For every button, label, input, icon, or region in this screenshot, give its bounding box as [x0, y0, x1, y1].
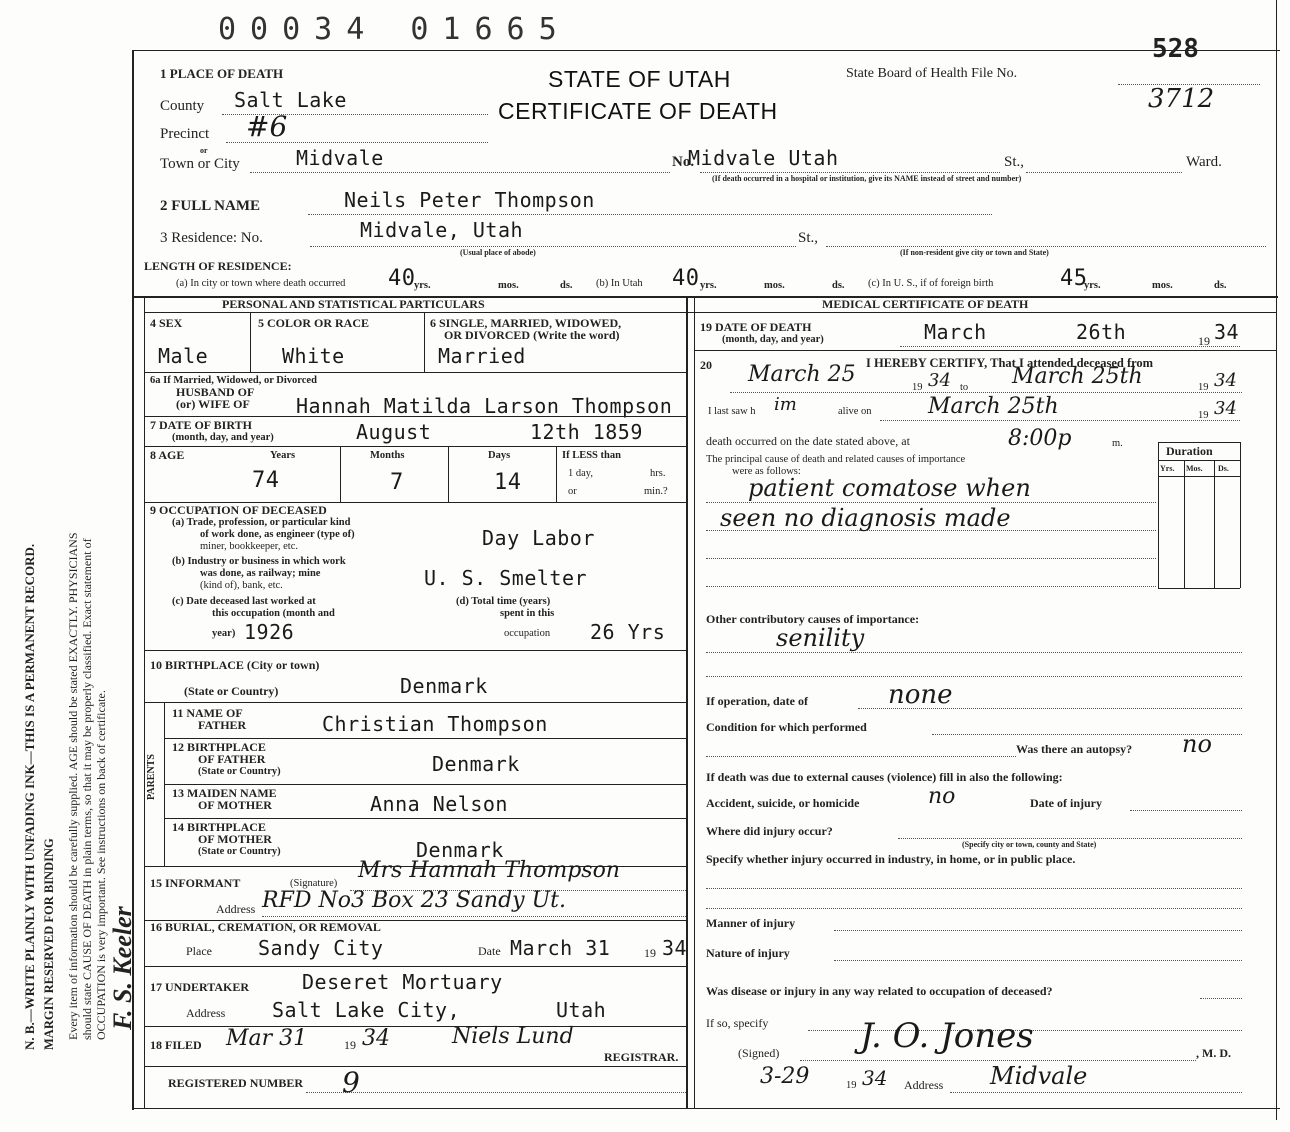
- mother-bp-label-3: (State or Country): [198, 846, 281, 857]
- sex-value: Male: [158, 344, 209, 368]
- disease-related-label: Was disease or injury in any way related to occupation of deceased?: [706, 984, 1053, 998]
- one-day-label: 1 day,: [568, 468, 593, 479]
- mother-bp-label-2: OF MOTHER: [198, 832, 272, 846]
- precinct-label: Precinct: [160, 126, 210, 142]
- res-utah-label: (b) In Utah: [596, 278, 643, 289]
- filed-year-prefix: 19: [344, 1038, 356, 1052]
- res-us-years: 45: [1060, 266, 1088, 291]
- physician-address-label: Address: [904, 1078, 944, 1092]
- dob-label-1: 7 DATE OF BIRTH: [150, 418, 252, 432]
- informant-address-label: Address: [216, 902, 256, 916]
- age-label: 8 AGE: [150, 448, 185, 462]
- md-label: , M. D.: [1196, 1046, 1231, 1060]
- spouse-label-3: (or) WIFE OF: [176, 397, 250, 411]
- spouse-label-2: HUSBAND OF: [176, 385, 255, 399]
- occ-d-3: occupation: [504, 628, 551, 639]
- last-saw-year: 34: [1214, 398, 1237, 419]
- res-utah-years: 40: [672, 266, 700, 291]
- signed-date: 3-29: [760, 1064, 810, 1089]
- father-bp-label-1: 12 BIRTHPLACE: [172, 740, 266, 754]
- father-label-2: FATHER: [198, 718, 247, 732]
- registered-number: 9: [342, 1066, 360, 1099]
- father-name: Christian Thompson: [322, 712, 548, 736]
- margin-instructions-2: should state CAUSE OF DEATH in plain terms, so that it may be properly classified. Exact statement of: [80, 538, 94, 1040]
- to-year: 34: [1214, 370, 1237, 391]
- autopsy-label: Was there an autopsy?: [1016, 742, 1133, 756]
- precinct-value: #6: [246, 110, 288, 143]
- duration-ds: Ds.: [1218, 464, 1229, 473]
- father-label-1: 11 NAME OF: [172, 706, 243, 720]
- alive-on-label: alive on: [838, 406, 872, 417]
- top-border: [132, 50, 1280, 51]
- birthplace-label: 10 BIRTHPLACE (City or town): [150, 658, 320, 672]
- to-year-prefix: 19: [1198, 382, 1209, 393]
- filed-year: 34: [362, 1026, 390, 1051]
- street-no-label: No.: [672, 154, 695, 170]
- margin-instructions-3: OCCUPATION is very important. See instructions on back of certificate.: [94, 690, 108, 1040]
- margin-handwritten-signature: F. S. Keeler: [108, 906, 137, 1030]
- dob-label-2: (month, day, and year): [172, 432, 274, 443]
- registrar-label: REGISTRAR.: [604, 1050, 679, 1064]
- margin-instructions-1: Every item of information should be carefully supplied. AGE should be stated EXACTLY. PHYSICIANS: [66, 532, 80, 1040]
- burial-date-label: Date: [478, 944, 501, 958]
- certify-label: I HEREBY CERTIFY, That I attended deceased from: [866, 356, 1154, 370]
- cause-line-2: seen no diagnosis made: [720, 504, 1011, 532]
- file-no-handwritten: 3712: [1148, 84, 1215, 114]
- min-label: min.?: [644, 486, 668, 497]
- filed-date: Mar 31: [226, 1026, 308, 1051]
- physician-signature: J. O. Jones: [860, 1016, 1034, 1056]
- occupation-last-worked: 1926: [244, 620, 295, 644]
- condition-label: Condition for which performed: [706, 720, 867, 734]
- ward-label: Ward.: [1186, 154, 1222, 170]
- burial-year-prefix: 19: [644, 946, 656, 960]
- specify-injury-label: Specify whether injury occurred in industry, in home, or in public place.: [706, 852, 1076, 866]
- dod-day: 26th: [1076, 320, 1127, 344]
- undertaker-state: Utah: [556, 998, 607, 1022]
- mother-name: Anna Nelson: [370, 792, 508, 816]
- date-of-injury-label: Date of injury: [1030, 796, 1102, 810]
- death-time: 8:00p: [1008, 426, 1072, 451]
- birthplace-state-label: (State or Country): [184, 684, 279, 698]
- res-city-yrs: yrs.: [414, 280, 431, 291]
- hrs-label: hrs.: [650, 468, 666, 479]
- occ-c-3: year): [212, 628, 236, 639]
- parents-side-label: PARENTS: [146, 754, 157, 800]
- county-value: Salt Lake: [234, 88, 347, 112]
- place-of-death-label: 1 PLACE OF DEATH: [160, 66, 284, 81]
- full-name-value: Neils Peter Thompson: [344, 188, 595, 212]
- county-label: County: [160, 98, 205, 114]
- death-occurred-label: death occurred on the date stated above, at: [706, 434, 910, 448]
- years-label: Years: [270, 450, 296, 461]
- spouse-label-1: 6a If Married, Widowed, or Divorced: [150, 375, 317, 386]
- town-value: Midvale: [296, 146, 384, 170]
- occ-b-3: (kind of), bank, etc.: [200, 580, 283, 591]
- left-border: [132, 50, 134, 1110]
- res-city-ds: ds.: [560, 280, 573, 291]
- res-city-mos: mos.: [498, 280, 519, 291]
- external-causes-label: If death was due to external causes (violence) fill in also the following:: [706, 770, 1063, 784]
- length-of-residence-label: LENGTH OF RESIDENCE:: [144, 259, 292, 273]
- occ-d-2: spent in this: [500, 608, 555, 619]
- undertaker-address: Salt Lake City,: [272, 998, 461, 1022]
- informant-sig-label: (Signature): [290, 878, 338, 889]
- res-us-mos: mos.: [1152, 280, 1173, 291]
- margin-nb-text: N. B.—WRITE PLAINLY WITH UNFADING INK—THIS IS A PERMANENT RECORD.: [22, 543, 37, 1050]
- res-us-yrs: yrs.: [1084, 280, 1101, 291]
- occupation-industry: U. S. Smelter: [424, 566, 588, 590]
- months-label: Months: [370, 450, 405, 461]
- occ-a-3: miner, bookkeeper, etc.: [200, 541, 298, 552]
- spouse-value: Hannah Matilda Larson Thompson: [296, 394, 673, 418]
- occ-d-1: (d) Total time (years): [456, 596, 551, 607]
- color-label: 5 COLOR OR RACE: [258, 316, 370, 330]
- cause-line-1: patient comatose when: [748, 474, 1031, 502]
- residence-label: 3 Residence: No.: [160, 230, 263, 246]
- marital-value: Married: [438, 344, 526, 368]
- undertaker-name: Deseret Mortuary: [302, 970, 503, 994]
- where-injury-note: (Specify city or town, county and State): [962, 840, 1097, 849]
- age-days: 14: [494, 470, 522, 495]
- occ-c-1: (c) Date deceased last worked at: [172, 596, 316, 607]
- age-months: 7: [390, 470, 404, 495]
- dod-label-1: 19 DATE OF DEATH: [700, 320, 812, 334]
- father-bp-label-2: OF FATHER: [198, 752, 266, 766]
- from-year: 34: [928, 370, 951, 391]
- cause-label-2: were as follows:: [732, 466, 801, 477]
- occ-b-1: (b) Industry or business in which work: [172, 556, 346, 567]
- registrar-signature: Niels Lund: [452, 1024, 574, 1049]
- dob-month: August: [356, 420, 432, 444]
- bottom-border: [132, 1108, 1280, 1109]
- color-value: White: [282, 344, 345, 368]
- dod-year-prefix: 19: [1198, 334, 1210, 348]
- other-cause: senility: [776, 624, 865, 652]
- dod-year: 34: [1214, 320, 1240, 344]
- burial-year: 34: [662, 936, 688, 960]
- cause-label-1: The principal cause of death and related causes of importance: [706, 454, 966, 465]
- mother-label-1: 13 MAIDEN NAME: [172, 786, 277, 800]
- mother-bp-label-1: 14 BIRTHPLACE: [172, 820, 266, 834]
- signed-year: 34: [862, 1066, 888, 1090]
- last-saw-label: I last saw h: [708, 406, 756, 417]
- res-city-years: 40: [388, 266, 416, 291]
- serial-number: 00034 01665: [218, 12, 571, 47]
- res-city-label: (a) In city or town where death occurred: [176, 278, 346, 289]
- res-us-ds: ds.: [1214, 280, 1227, 291]
- registered-number-label: REGISTERED NUMBER: [168, 1076, 304, 1090]
- operation-label: If operation, date of: [706, 694, 808, 708]
- informant-label: 15 INFORMANT: [150, 876, 241, 890]
- occupation-total-time: 26 Yrs: [590, 620, 666, 644]
- or-min-label: or: [568, 486, 577, 497]
- burial-label: 16 BURIAL, CREMATION, OR REMOVAL: [150, 920, 381, 934]
- occ-b-2: was done, as railway; mine: [200, 568, 321, 579]
- file-no-label: State Board of Health File No.: [846, 66, 1018, 81]
- occ-a-1: (a) Trade, profession, or particular kind: [172, 517, 351, 528]
- duration-mos: Mos.: [1186, 464, 1203, 473]
- signed-year-prefix: 19: [846, 1080, 857, 1091]
- personal-section-title: PERSONAL AND STATISTICAL PARTICULARS: [222, 297, 485, 311]
- usual-abode-note: (Usual place of abode): [460, 248, 536, 257]
- duration-label: Duration: [1166, 444, 1213, 458]
- mother-label-2: OF MOTHER: [198, 798, 272, 812]
- sex-label: 4 SEX: [150, 316, 183, 330]
- age-years: 74: [252, 468, 280, 493]
- duration-yrs: Yrs.: [1160, 464, 1175, 473]
- dod-label-2: (month, day, and year): [722, 334, 824, 345]
- operation-value: none: [888, 680, 953, 710]
- dob-day-year: 12th 1859: [530, 420, 643, 444]
- margin-reserved-binding: MARGIN RESERVED FOR BINDING: [42, 838, 56, 1050]
- filed-label: 18 FILED: [150, 1038, 202, 1052]
- res-utah-yrs: yrs.: [700, 280, 717, 291]
- res-utah-ds: ds.: [832, 280, 845, 291]
- medical-section-title: MEDICAL CERTIFICATE OF DEATH: [822, 297, 1029, 311]
- last-saw-date: March 25th: [928, 394, 1059, 419]
- accident-value: no: [928, 784, 956, 809]
- residence-value: Midvale, Utah: [360, 218, 524, 242]
- informant-signature: Mrs Hannah Thompson: [358, 858, 620, 883]
- nonresident-note: (If non-resident give city or town and State): [900, 248, 1049, 257]
- from-year-prefix: 19: [912, 382, 923, 393]
- town-label: Town or City: [160, 156, 240, 172]
- occupation-label: 9 OCCUPATION OF DECEASED: [150, 503, 327, 517]
- burial-date: March 31: [510, 936, 611, 960]
- attended-from: March 25: [748, 362, 856, 387]
- father-bp-label-3: (State or Country): [198, 766, 281, 777]
- dod-month: March: [924, 320, 987, 344]
- time-m-label: m.: [1112, 438, 1123, 449]
- occupation-trade: Day Labor: [482, 526, 595, 550]
- informant-address: RFD No3 Box 23 Sandy Ut.: [262, 888, 566, 913]
- or-label: or: [200, 146, 208, 155]
- res-utah-mos: mos.: [764, 280, 785, 291]
- occ-c-2: this occupation (month and: [212, 608, 335, 619]
- to-label: to: [960, 382, 969, 393]
- certificate-title: CERTIFICATE OF DEATH: [498, 98, 778, 124]
- marital-label-2: OR DIVORCED (Write the word): [444, 328, 620, 342]
- other-causes-label: Other contributory causes of importance:: [706, 612, 920, 626]
- days-label: Days: [488, 450, 511, 461]
- manner-of-injury-label: Manner of injury: [706, 916, 796, 930]
- if-so-label: If so, specify: [706, 1016, 769, 1030]
- undertaker-address-label: Address: [186, 1006, 226, 1020]
- where-injury-label: Where did injury occur?: [706, 824, 833, 838]
- state-title: STATE OF UTAH: [548, 66, 731, 92]
- last-saw-year-prefix: 19: [1198, 410, 1209, 421]
- item-20-number: 20: [700, 358, 712, 372]
- hospital-note: (If death occurred in a hospital or institution, give its NAME instead of street and number): [712, 174, 1022, 183]
- nature-of-injury-label: Nature of injury: [706, 946, 790, 960]
- file-number: 528: [1152, 34, 1199, 64]
- burial-place-label: Place: [186, 944, 212, 958]
- street-label: St.,: [1004, 154, 1025, 170]
- attended-to: March 25th: [1012, 364, 1143, 389]
- residence-st-label: St.,: [798, 230, 819, 246]
- mother-birthplace: Denmark: [416, 838, 504, 862]
- signed-label: (Signed): [738, 1046, 780, 1060]
- marital-label-1: 6 SINGLE, MARRIED, WIDOWED,: [430, 316, 622, 330]
- burial-place: Sandy City: [258, 936, 384, 960]
- right-border: [1276, 0, 1277, 1120]
- full-name-label: 2 FULL NAME: [160, 198, 261, 214]
- undertaker-label: 17 UNDERTAKER: [150, 980, 250, 994]
- physician-address: Midvale: [990, 1062, 1088, 1090]
- occ-a-2: of work done, as engineer (type of): [200, 529, 355, 540]
- res-us-label: (c) In U. S., if of foreign birth: [868, 278, 994, 289]
- less-than-label: If LESS than: [562, 450, 621, 461]
- accident-label: Accident, suicide, or homicide: [706, 796, 860, 810]
- street-no-value: Midvale Utah: [688, 146, 839, 170]
- birthplace-value: Denmark: [400, 674, 488, 698]
- last-saw-him: im: [774, 394, 797, 415]
- autopsy-value: no: [1182, 730, 1212, 758]
- father-birthplace: Denmark: [432, 752, 520, 776]
